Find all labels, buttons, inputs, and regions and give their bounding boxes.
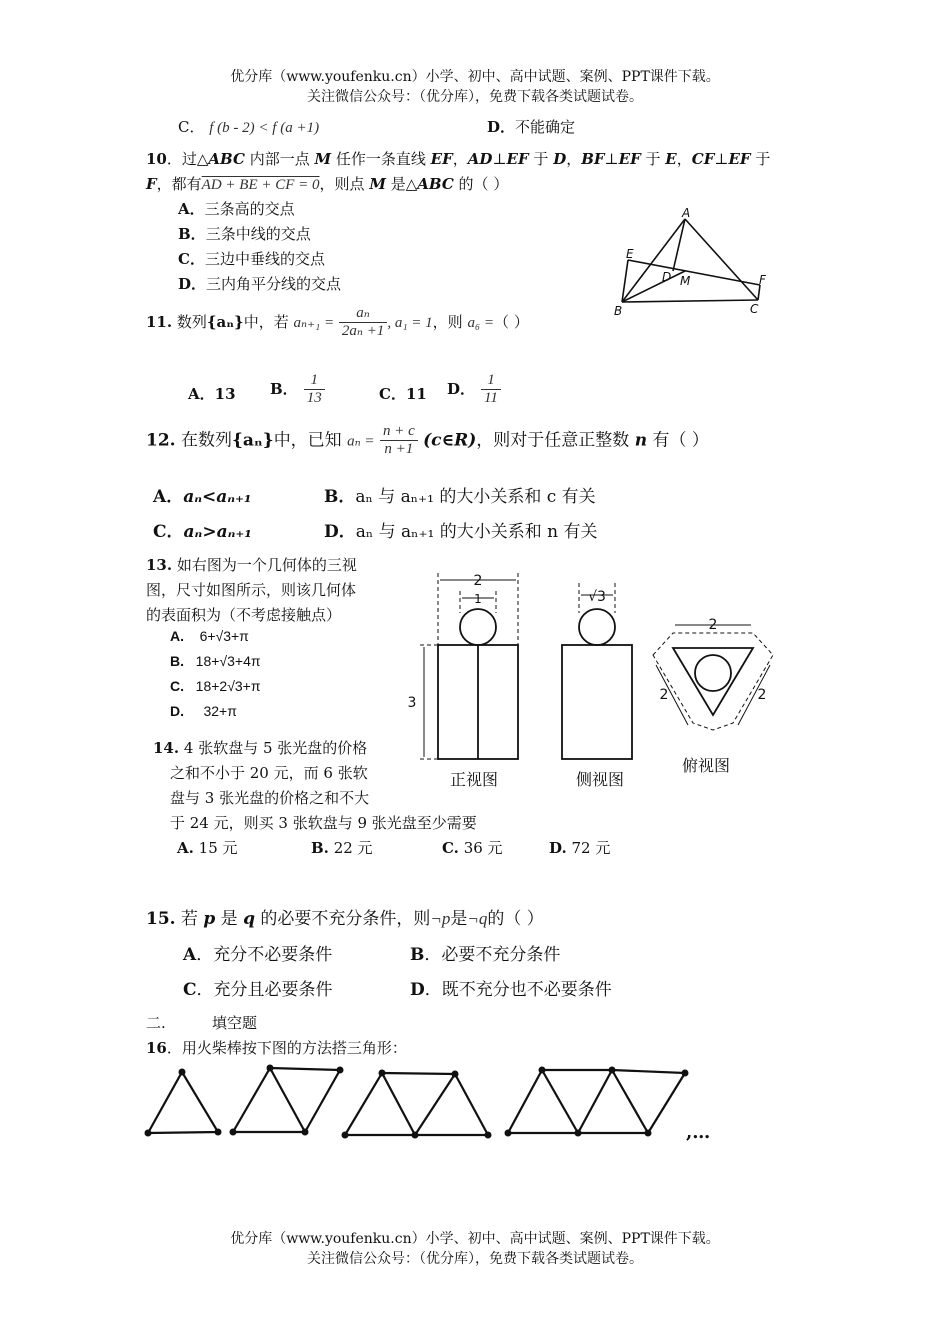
q10-option-c: C．三边中垂线的交点 [178, 250, 325, 268]
header-line-1: 优分库（www.youfenku.cn）小学、初中、高中试题、案例、PPT课件下载。 [230, 69, 720, 85]
q12-option-a: A．aₙ<aₙ₊₁ [153, 487, 252, 507]
q14-stem-line4: 于 24 元，则买 3 张软盘与 9 张光盘至少需要 [170, 814, 477, 832]
q13-stem-line3: 的表面积为（不考虑接触点） [146, 606, 342, 624]
q10-option-a: A．三条高的交点 [178, 200, 295, 218]
dim-top-right: 2 [757, 687, 767, 703]
q13-option-d: D. 32+π [170, 703, 237, 719]
dim-side-width: √3 [588, 589, 606, 605]
q13-stem-line1: 13. 如右图为一个几何体的三视 [146, 556, 357, 574]
q9-option-c: C． f (b - 2) < f (a +1) [178, 118, 320, 136]
q13-three-views-figure [400, 565, 790, 795]
q13-option-b: B. 18+√3+4π [170, 653, 261, 669]
q10-stem-line2: F，都有AD + BE + CF = 0，则点 M 是△ABC 的（ ） [146, 175, 509, 193]
dim-top-width: 2 [708, 617, 718, 633]
section-2-number: 二. [146, 1014, 166, 1032]
header-line-2: 关注微信公众号：（优分库），免费下载各类试题试卷。 [307, 89, 643, 105]
q13-option-c: C. 18+2√3+π [170, 678, 261, 694]
q15-stem: 15. 若 p 是 q 的必要不充分条件，则¬p是¬q的（ ） [146, 909, 544, 929]
q13-stem-line2: 图，尺寸如图所示，则该几何体 [146, 581, 357, 599]
q14-option-d: D. 72 元 [549, 839, 611, 857]
q12-frac-num: n + c [380, 423, 418, 441]
dim-front-circle: 1 [474, 592, 482, 606]
q13-option-a: A. 6+√3+π [170, 628, 249, 644]
q10-option-b: B．三条中线的交点 [178, 225, 311, 243]
q14-stem-line2: 之和不小于 20 元，而 6 张软 [170, 764, 368, 782]
fig-label-a: A [682, 206, 691, 220]
footer-line-1: 优分库（www.youfenku.cn）小学、初中、高中试题、案例、PPT课件下载。 [230, 1231, 720, 1247]
q14-stem-line1: 14. 4 张软盘与 5 张光盘的价格 [153, 739, 368, 757]
dim-height: 3 [407, 695, 417, 711]
q15-option-d: D．既不充分也不必要条件 [410, 980, 612, 1000]
fig-label-f: F [759, 273, 766, 287]
q9-option-d: D．不能确定 [487, 118, 576, 136]
q10-stem-line1: 10．过△ABC 内部一点 M 任作一条直线 EF，AD⊥EF 于 D，BF⊥EF 于 E，CF⊥EF 于 [146, 150, 771, 168]
q12-stem: 12. 在数列{aₙ}中，已知 aₙ = $\frac{n + c}{n +1}$ (c∈R)，则对于任意正整数 n 有（ ） [146, 423, 709, 458]
fig-label-c: C [750, 302, 759, 316]
q11-option-c: C．11 [379, 385, 427, 403]
q11-option-d: D． $\frac{1}{11}$ [447, 372, 501, 408]
q11-stem: 11. 数列{aₙ}中，若 aₙ₊₁ = $\frac{\text{aₙ}}{\text{2aₙ +1}}$ , a₁ = 1，则 a₆ =（ ） [146, 305, 529, 340]
q11-option-a: A．13 [188, 385, 236, 403]
q16-matchstick-figure [140, 1060, 740, 1155]
q12-option-c: C．aₙ>aₙ₊₁ [153, 522, 252, 542]
q11-frac-num: aₙ [339, 305, 387, 323]
q14-option-a: A. 15 元 [177, 839, 238, 857]
fig-label-e: E [626, 247, 634, 261]
q10-option-d: D．三内角平分线的交点 [178, 275, 342, 293]
fig-label-b: B [614, 304, 623, 318]
q11-option-b: B． $\frac{1}{13}$ [270, 372, 325, 408]
q15-option-b: B．必要不充分条件 [410, 945, 561, 965]
q16-ellipsis: ,… [686, 1122, 711, 1143]
dim-top-left: 2 [659, 687, 669, 703]
side-view-label: 侧视图 [575, 770, 625, 789]
footer-line-2: 关注微信公众号：（优分库），免费下载各类试题试卷。 [307, 1251, 643, 1267]
q12-option-d: D．aₙ 与 aₙ₊₁ 的大小关系和 n 有关 [324, 522, 598, 542]
fig-label-d: D [662, 270, 672, 284]
q14-option-c: C. 36 元 [442, 839, 503, 857]
q11-frac-den: 2aₙ +1 [341, 323, 385, 340]
q12-option-b: B．aₙ 与 aₙ₊₁ 的大小关系和 c 有关 [324, 487, 596, 507]
q10-triangle-figure [610, 205, 780, 320]
front-view-label: 正视图 [449, 770, 499, 789]
fig-label-m: M [680, 274, 691, 288]
q14-option-b: B. 22 元 [311, 839, 373, 857]
section-2-title: 填空题 [212, 1014, 258, 1032]
dim-front-width: 2 [473, 573, 483, 589]
q15-option-c: C．充分且必要条件 [183, 980, 333, 1000]
q14-stem-line3: 盘与 3 张光盘的价格之和不大 [170, 789, 370, 807]
top-view-label: 俯视图 [681, 756, 731, 775]
q15-option-a: A．充分不必要条件 [183, 945, 333, 965]
q16-stem: 16．用火柴棒按下图的方法搭三角形： [146, 1039, 407, 1057]
q12-frac-den: n +1 [384, 441, 414, 458]
